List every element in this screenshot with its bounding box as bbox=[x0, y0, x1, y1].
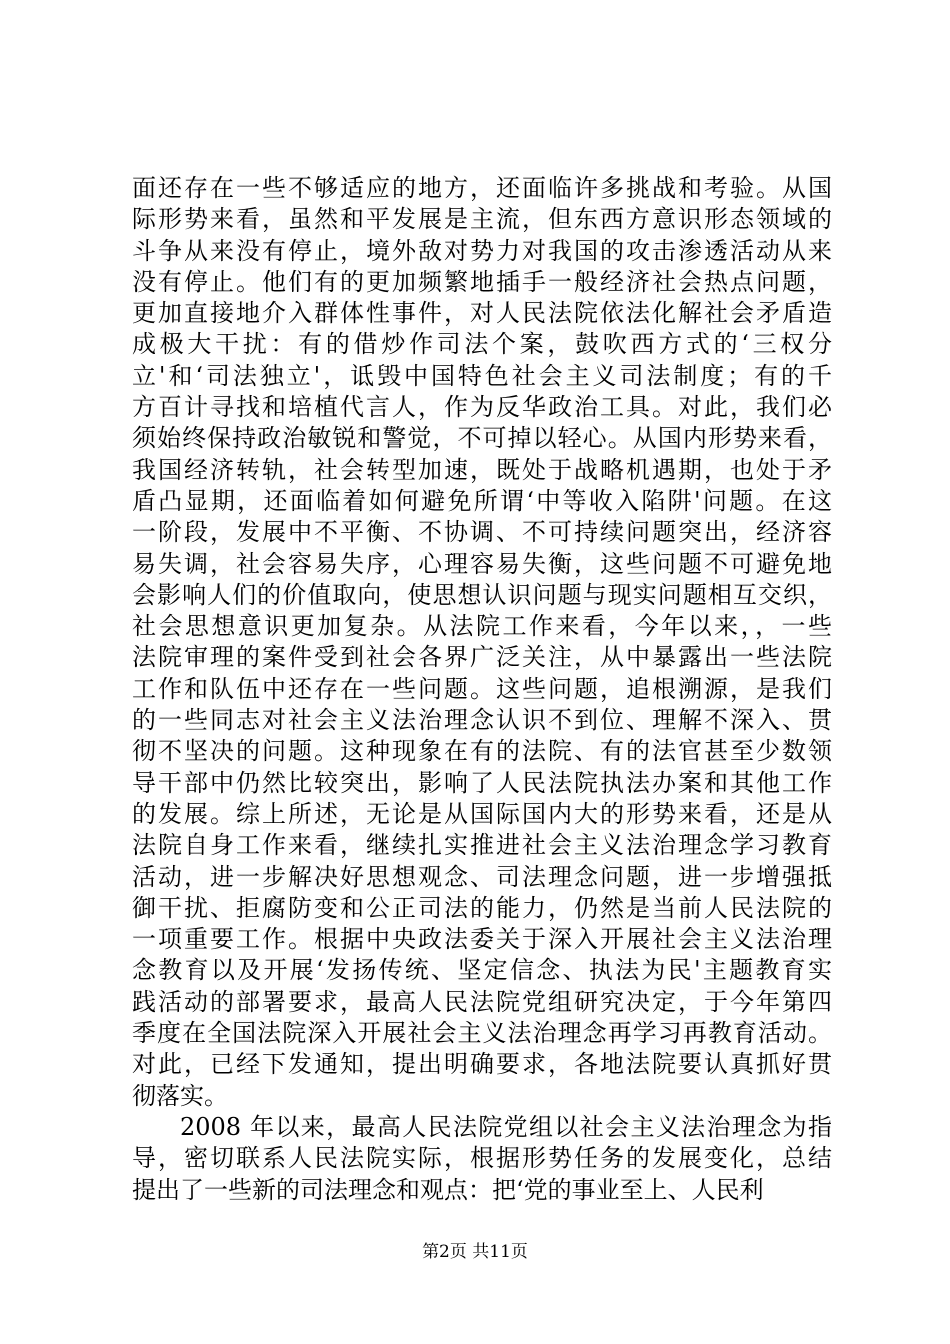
text-line: 斗争从来没有停止，境外敌对势力对我国的攻击渗透活动从来 bbox=[132, 236, 832, 265]
text-line: 提出了一些新的司法理念和观点：把‘党的事业至上、人民利 bbox=[132, 1175, 764, 1204]
paragraph bbox=[132, 1112, 832, 1206]
text-line: 一项重要工作。根据中央政法委关于深入开展社会主义法治理 bbox=[132, 925, 832, 954]
body-text bbox=[132, 173, 832, 1206]
paragraph bbox=[132, 173, 832, 1112]
text-line: 季度在全国法院深入开展社会主义法治理念再学习再教育活动。 bbox=[132, 1019, 832, 1048]
text-line: 的一些同志对社会主义法治理念认识不到位、理解不深入、贯 bbox=[132, 706, 832, 735]
text-line: 彻落实。 bbox=[132, 1081, 228, 1110]
text-line: 我国经济转轨，社会转型加速，既处于战略机遇期，也处于矛 bbox=[132, 455, 832, 484]
text-line: 导，密切联系人民法院实际，根据形势任务的发展变化，总结 bbox=[132, 1144, 832, 1173]
text-line: 须始终保持政治敏锐和警觉，不可掉以轻心。从国内形势来看， bbox=[132, 424, 832, 453]
text-line: 2008 年以来，最高人民法院党组以社会主义法治理念为指 bbox=[180, 1112, 832, 1141]
text-line: 盾凸显期，还面临着如何避免所谓‘中等收入陷阱'问题。在这 bbox=[132, 486, 832, 515]
text-line: 导干部中仍然比较突出，影响了人民法院执法办案和其他工作 bbox=[132, 768, 832, 797]
text-line: 成极大干扰：有的借炒作司法个案，鼓吹西方式的‘三权分 bbox=[132, 330, 832, 359]
text-line: 御干扰、拒腐防变和公正司法的能力，仍然是当前人民法院的 bbox=[132, 893, 832, 922]
text-line: 一阶段，发展中不平衡、不协调、不可持续问题突出，经济容 bbox=[132, 518, 832, 547]
text-line: 更加直接地介入群体性事件，对人民法院依法化解社会矛盾造 bbox=[132, 299, 832, 328]
text-line: 易失调，社会容易失序，心理容易失衡，这些问题不可避免地 bbox=[132, 549, 832, 578]
text-line: 工作和队伍中还存在一些问题。这些问题，追根溯源，是我们 bbox=[132, 674, 832, 703]
text-line: 会影响人们的价值取向，使思想认识问题与现实问题相互交织， bbox=[132, 580, 832, 609]
text-line: 践活动的部署要求，最高人民法院党组研究决定，于今年第四 bbox=[132, 987, 832, 1016]
text-line: 法院自身工作来看，继续扎实推进社会主义法治理念学习教育 bbox=[132, 831, 832, 860]
text-line: 对此，已经下发通知，提出明确要求，各地法院要认真抓好贯 bbox=[132, 1050, 832, 1079]
text-line: 社会思想意识更加复杂。从法院工作来看，今年以来，，一些 bbox=[132, 612, 832, 641]
text-line: 没有停止。他们有的更加频繁地插手一般经济社会热点问题， bbox=[132, 267, 832, 296]
text-line: 彻不坚决的问题。这种现象在有的法院、有的法官甚至少数领 bbox=[132, 737, 832, 766]
text-line: 际形势来看，虽然和平发展是主流，但东西方意识形态领域的 bbox=[132, 205, 832, 234]
text-line: 方百计寻找和培植代言人，作为反华政治工具。对此，我们必 bbox=[132, 393, 832, 422]
text-line: 的发展。综上所述，无论是从国际国内大的形势来看，还是从 bbox=[132, 799, 832, 828]
text-line: 念教育以及开展‘发扬传统、坚定信念、执法为民'主题教育实 bbox=[132, 956, 832, 985]
page-footer: 第2页 共11页 bbox=[422, 1242, 528, 1262]
text-line: 面还存在一些不够适应的地方，还面临许多挑战和考验。从国 bbox=[132, 174, 832, 202]
text-line: 法院审理的案件受到社会各界广泛关注，从中暴露出一些法院 bbox=[132, 643, 832, 672]
text-line: 立'和‘司法独立'，诋毁中国特色社会主义司法制度；有的千 bbox=[132, 361, 832, 390]
text-line: 活动，进一步解决好思想观念、司法理念问题，进一步增强抵 bbox=[132, 862, 832, 891]
